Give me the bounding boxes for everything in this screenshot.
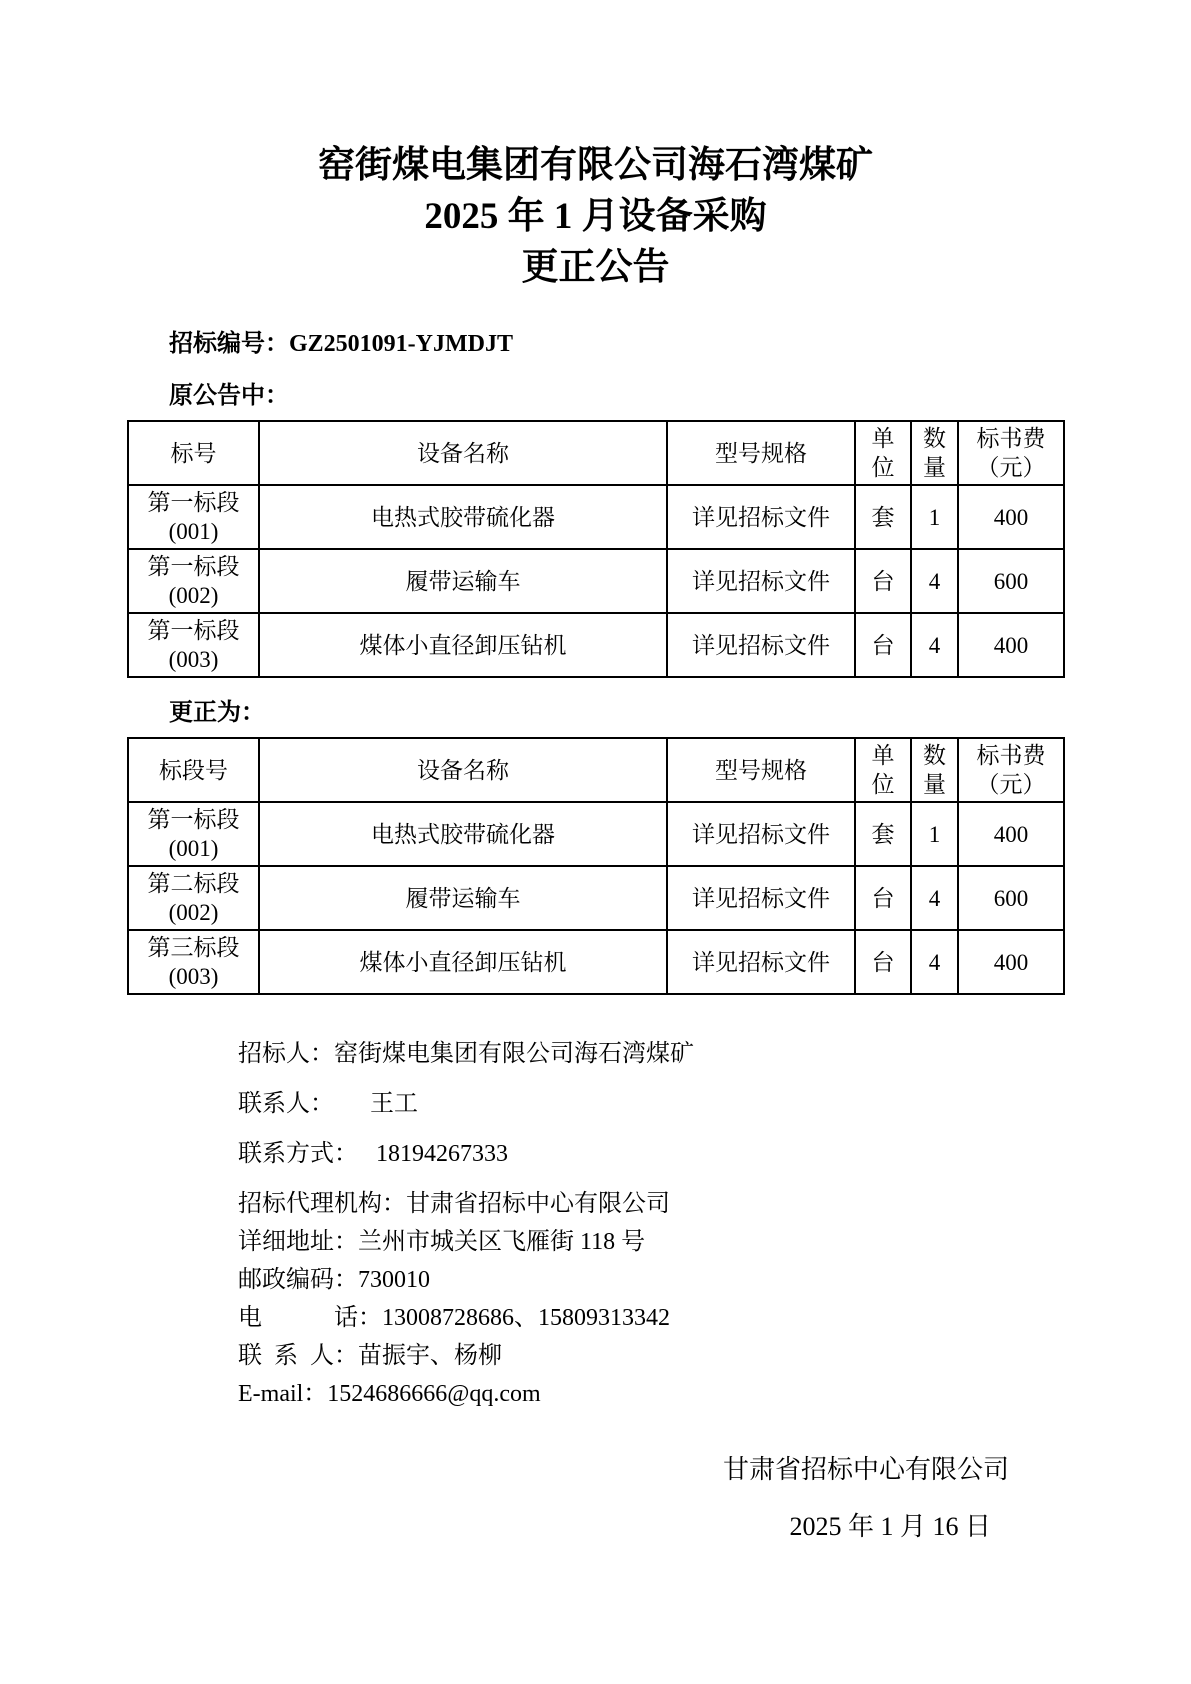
- spec-cell: 详见招标文件: [667, 930, 855, 994]
- fee-cell: 400: [958, 930, 1064, 994]
- contact-line-address: 详细地址：兰州市城关区飞雁街 118 号: [238, 1229, 646, 1255]
- unit-cell: 台: [855, 930, 911, 994]
- contact-line-tenderer: 招标人：窑街煤电集团有限公司海石湾煤矿: [238, 1041, 694, 1067]
- equipment-cell: 电热式胶带硫化器: [259, 802, 667, 866]
- unit-cell: 套: [855, 485, 911, 549]
- stage-code: (003): [168, 964, 219, 989]
- stage-name: 第二标段: [147, 871, 240, 896]
- stage-cell: [128, 802, 259, 866]
- stage-code: (001): [168, 519, 219, 544]
- signature-block: [0, 1453, 1191, 1544]
- fee-cell: 600: [958, 549, 1064, 613]
- equipment-cell: 电热式胶带硫化器: [259, 485, 667, 549]
- stage-name: 第一标段: [147, 618, 240, 643]
- col-header-equipment: 设备名称: [259, 421, 667, 485]
- stage-cell: [128, 866, 259, 930]
- table-row: [128, 549, 1064, 613]
- contact-line-agency: 招标代理机构：甘肃省招标中心有限公司: [238, 1191, 670, 1217]
- stage-cell: [128, 930, 259, 994]
- stage-code: (002): [168, 583, 219, 608]
- quantity-cell: 4: [911, 549, 958, 613]
- contact-line-agency-contacts: 联 系 人：苗振宇、杨柳: [238, 1343, 502, 1369]
- col-header-fee: 标书费（元）: [958, 738, 1064, 802]
- spec-cell: 详见招标文件: [667, 549, 855, 613]
- table-row: [128, 930, 1064, 994]
- fee-cell: 400: [958, 485, 1064, 549]
- tender-number-row: [169, 329, 1191, 359]
- quantity-cell: 1: [911, 485, 958, 549]
- stage-cell: [128, 613, 259, 677]
- col-header-fee: 标书费（元）: [958, 421, 1064, 485]
- corrected-section-label: 更正为：: [169, 700, 265, 726]
- quantity-cell: 4: [911, 866, 958, 930]
- quantity-cell: 4: [911, 613, 958, 677]
- page-title-line-1: 窑街煤电集团有限公司海石湾煤矿: [318, 145, 873, 186]
- spec-cell: 详见招标文件: [667, 802, 855, 866]
- original-section-label: 原公告中：: [169, 383, 289, 409]
- col-header-quantity: 数量: [911, 421, 958, 485]
- equipment-cell: 履带运输车: [259, 866, 667, 930]
- quantity-cell: 1: [911, 802, 958, 866]
- stage-cell: [128, 549, 259, 613]
- col-header-spec: 型号规格: [667, 738, 855, 802]
- table-row: [128, 802, 1064, 866]
- contact-line-email: E-mail：1524686666@qq.com: [238, 1381, 541, 1407]
- fee-cell: 600: [958, 866, 1064, 930]
- table-row: [128, 485, 1064, 549]
- contact-block: [238, 1039, 1191, 1409]
- equipment-cell: 煤体小直径卸压钻机: [259, 613, 667, 677]
- contact-line-postcode: 邮政编码：730010: [238, 1267, 430, 1293]
- equipment-cell: 煤体小直径卸压钻机: [259, 930, 667, 994]
- equipment-cell: 履带运输车: [259, 549, 667, 613]
- col-header-stage: 标段号: [128, 738, 259, 802]
- table-header-row: [128, 421, 1064, 485]
- col-header-unit: 单位: [855, 738, 911, 802]
- original-announcement-table: [127, 420, 1065, 678]
- col-header-spec: 型号规格: [667, 421, 855, 485]
- stage-code: (001): [168, 836, 219, 861]
- fee-cell: 400: [958, 802, 1064, 866]
- stage-name: 第一标段: [147, 807, 240, 832]
- spec-cell: 详见招标文件: [667, 485, 855, 549]
- spec-cell: 详见招标文件: [667, 866, 855, 930]
- table-row: [128, 866, 1064, 930]
- stage-name: 第一标段: [147, 490, 240, 515]
- tender-number-value: GZ2501091-YJMDJT: [289, 331, 513, 357]
- stage-cell: [128, 485, 259, 549]
- unit-cell: 台: [855, 866, 911, 930]
- stage-name: 第三标段: [147, 935, 240, 960]
- stage-code: (003): [168, 647, 219, 672]
- tender-number-label: 招标编号：: [169, 331, 289, 357]
- unit-cell: 台: [855, 613, 911, 677]
- footer-company-name: 甘肃省招标中心有限公司: [722, 1455, 1009, 1484]
- col-header-quantity: 数量: [911, 738, 958, 802]
- corrected-announcement-table: [127, 737, 1065, 995]
- stage-name: 第一标段: [147, 554, 240, 579]
- quantity-cell: 4: [911, 930, 958, 994]
- spec-cell: 详见招标文件: [667, 613, 855, 677]
- col-header-equipment: 设备名称: [259, 738, 667, 802]
- footer-date: 2025 年 1 月 16 日: [789, 1512, 991, 1541]
- fee-cell: 400: [958, 613, 1064, 677]
- page-title-line-2: 2025 年 1 月设备采购: [424, 196, 767, 237]
- table-row: [128, 613, 1064, 677]
- contact-line-contact-person: 联系人： 王工: [238, 1091, 418, 1117]
- unit-cell: 台: [855, 549, 911, 613]
- contact-line-contact-method: 联系方式： 18194267333: [238, 1141, 508, 1167]
- col-header-stage: 标号: [128, 421, 259, 485]
- document-title: [0, 140, 1191, 293]
- contact-line-phone: 电 话：13008728686、15809313342: [238, 1305, 670, 1331]
- table-header-row: [128, 738, 1064, 802]
- unit-cell: 套: [855, 802, 911, 866]
- page-title-line-3: 更正公告: [521, 247, 670, 288]
- stage-code: (002): [168, 900, 219, 925]
- col-header-unit: 单位: [855, 421, 911, 485]
